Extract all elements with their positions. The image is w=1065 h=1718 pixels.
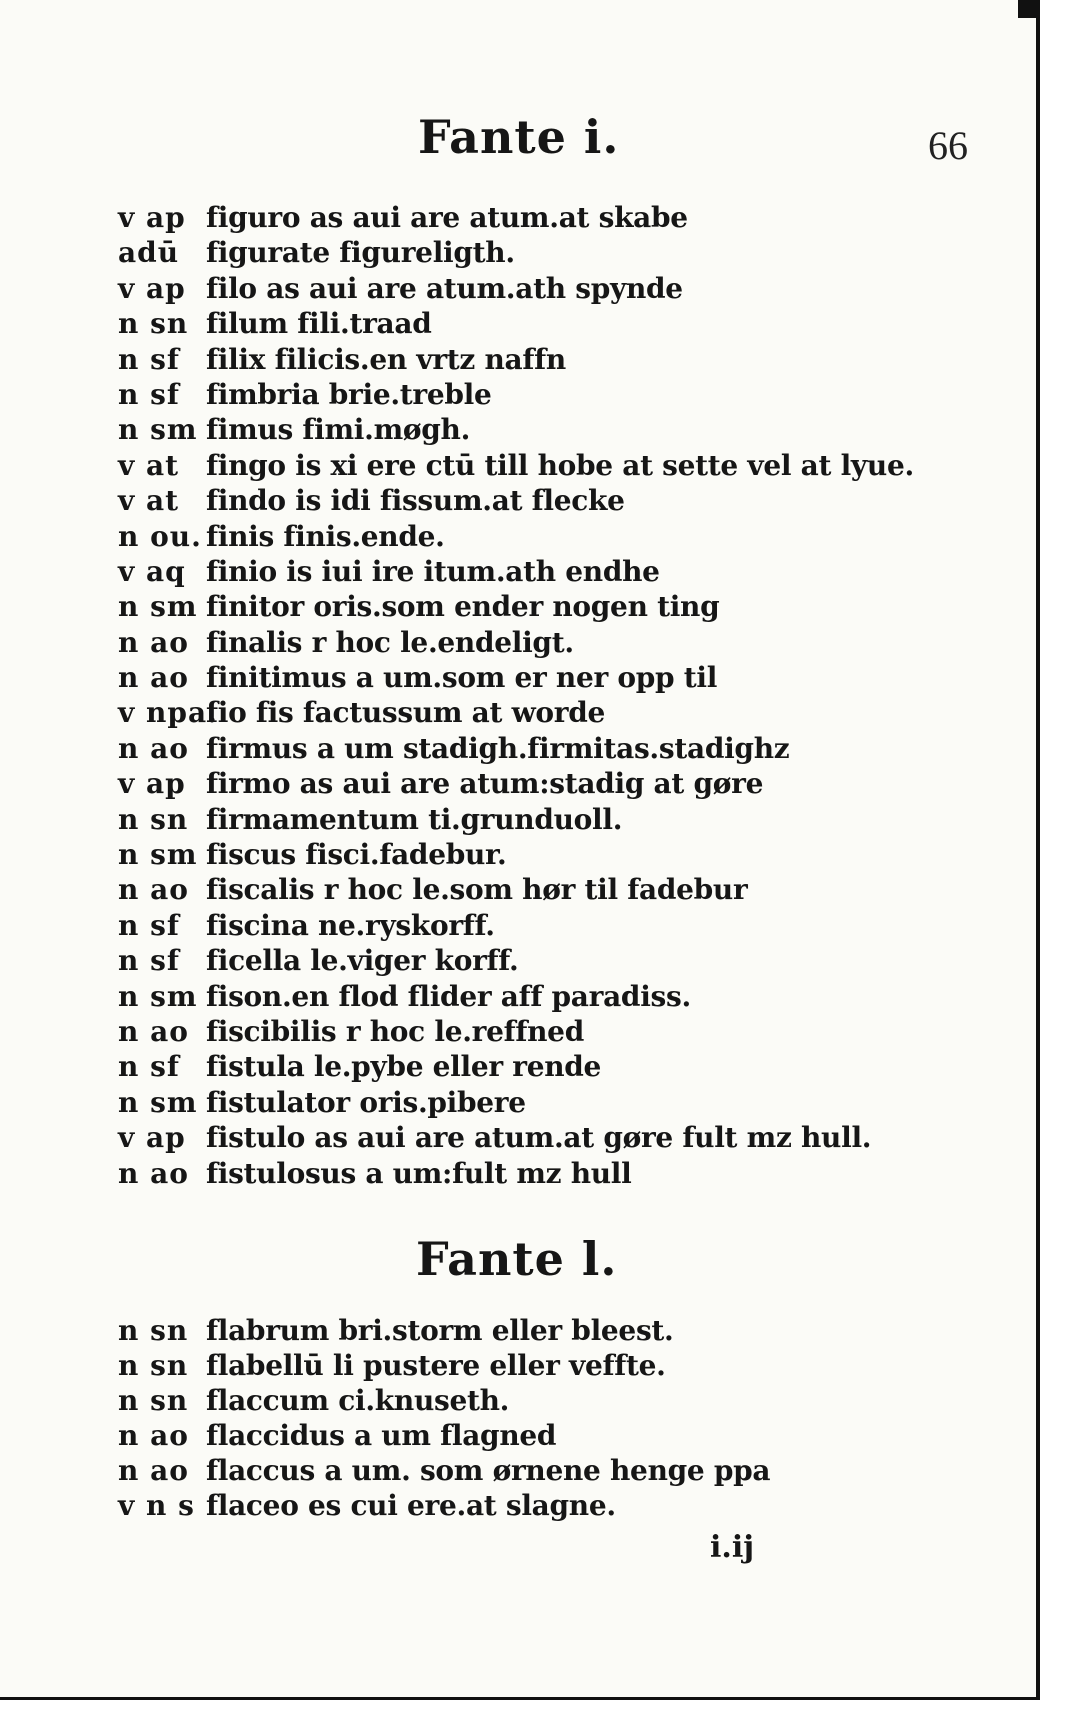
dictionary-entry: [118, 1453, 770, 1488]
entry-grammar: n sn: [118, 802, 189, 836]
entry-grammar: n sm: [118, 1085, 198, 1119]
dictionary-entry: [118, 1418, 770, 1453]
entry-grammar: v aq: [118, 554, 186, 588]
entry-grammar: n sf: [118, 377, 180, 411]
entry-grammar: n ou.: [118, 519, 202, 553]
section-heading-fante-i: Fante i.: [418, 110, 620, 164]
dictionary-entry: [118, 766, 914, 801]
entry-text: finalis r hoc le.endeligt.: [206, 625, 574, 659]
dictionary-entry: [118, 377, 914, 412]
entry-text: firmus a um stadigh.firmitas.stadighz: [206, 731, 790, 765]
dictionary-entry: [118, 837, 914, 872]
entry-grammar: n sf: [118, 908, 180, 942]
entry-grammar: n ao: [118, 1014, 189, 1048]
dictionary-entry: [118, 1014, 914, 1049]
entry-grammar: v npa.: [118, 696, 218, 730]
entry-grammar: n ao: [118, 1419, 189, 1452]
signature-mark: i.ij: [710, 1530, 755, 1565]
entry-text: fiscalis r hoc le.som hør til fadebur: [206, 873, 748, 907]
entry-grammar: n ao: [118, 731, 189, 765]
dictionary-entry: [118, 1120, 914, 1155]
dictionary-entry: [118, 412, 914, 447]
dictionary-entry: [118, 1383, 770, 1418]
entry-text: finitimus a um.som er ner opp til: [206, 661, 718, 695]
entry-text: figurate figureligth.: [206, 236, 515, 270]
entry-grammar: n sf: [118, 342, 180, 376]
dictionary-entry: [118, 554, 914, 589]
entry-text: flaccum ci.knuseth.: [206, 1384, 510, 1417]
entry-grammar: n sm: [118, 838, 198, 872]
dictionary-entry: [118, 979, 914, 1014]
dictionary-entry: [118, 731, 914, 766]
dictionary-entry: [118, 802, 914, 837]
entry-text: fistulosus a um:fult mz hull: [206, 1156, 632, 1190]
scan-corner-mark: [1018, 0, 1036, 18]
entry-grammar: n sn: [118, 1314, 189, 1347]
dictionary-entry: [118, 625, 914, 660]
entry-text: flaceo es cui ere.at slagne.: [206, 1489, 616, 1522]
entry-grammar: n ao: [118, 1454, 189, 1487]
dictionary-entry: [118, 943, 914, 978]
dictionary-entry: [118, 1085, 914, 1120]
dictionary-entry: [118, 483, 914, 518]
entry-text: figuro as aui are atum.at skabe: [206, 201, 688, 234]
entry-text: fistula le.pybe eller rende: [206, 1050, 602, 1084]
entry-text: filum fili.traad: [206, 307, 432, 341]
entry-text: findo is idi fissum.at flecke: [206, 484, 625, 518]
entry-text: filo as aui are atum.ath spynde: [206, 271, 683, 305]
entry-grammar: n sm: [118, 590, 198, 624]
dictionary-entry: [118, 1313, 770, 1348]
dictionary-entry: [118, 1156, 914, 1191]
entry-text: fio fis factussum at worde: [206, 696, 606, 730]
dictionary-entry: [118, 589, 914, 624]
dictionary-entry: [118, 271, 914, 306]
entry-text: fingo is xi ere ctū till hobe at sette vel at lyue.: [206, 448, 914, 482]
entry-text: flabellū li pustere eller veffte.: [206, 1349, 666, 1382]
entry-text: firmo as aui are atum:stadig at gøre: [206, 767, 764, 801]
entry-text: flaccidus a um flagned: [206, 1419, 557, 1452]
entry-text: fison.en flod flider aff paradiss.: [206, 979, 691, 1013]
entry-grammar: n sn: [118, 1349, 189, 1382]
entry-grammar: n ao: [118, 625, 189, 659]
entry-grammar: v ap: [118, 767, 186, 801]
entry-list-fante-i: [118, 200, 914, 1191]
entry-text: fimbria brie.treble: [206, 377, 492, 411]
dictionary-entry: [118, 1488, 770, 1523]
entry-text: fiscibilis r hoc le.reffned: [206, 1014, 584, 1048]
entry-text: flaccus a um. som ørnene henge ppa: [206, 1454, 771, 1487]
dictionary-entry: [118, 200, 914, 235]
section-heading-fante-l: Fante l.: [416, 1232, 618, 1286]
dictionary-entry: [118, 1348, 770, 1383]
entry-list-fante-l: [118, 1313, 770, 1523]
dictionary-entry: [118, 872, 914, 907]
entry-grammar: n ao: [118, 1156, 189, 1190]
dictionary-entry: [118, 306, 914, 341]
entry-text: fistulator oris.pibere: [206, 1085, 526, 1119]
dictionary-entry: [118, 235, 914, 270]
entry-text: firmamentum ti.grunduoll.: [206, 802, 623, 836]
entry-text: finio is iui ire itum.ath endhe: [206, 554, 660, 588]
entry-text: fistulo as aui are atum.at gøre fult mz hull.: [206, 1121, 872, 1155]
dictionary-entry: [118, 448, 914, 483]
entry-text: finis finis.ende.: [206, 519, 445, 553]
entry-grammar: adū: [118, 236, 180, 270]
entry-grammar: v at: [118, 448, 180, 482]
entry-grammar: n sf: [118, 1050, 180, 1084]
entry-text: finitor oris.som ender nogen ting: [206, 590, 720, 624]
entry-grammar: v at: [118, 484, 180, 518]
entry-grammar: n sm: [118, 979, 198, 1013]
entry-grammar: v ap: [118, 1121, 186, 1155]
entry-text: ficella le.viger korff.: [206, 944, 519, 978]
entry-text: fimus fimi.møgh.: [206, 413, 471, 447]
dictionary-entry: [118, 660, 914, 695]
entry-grammar: v ap: [118, 201, 186, 234]
entry-grammar: n ao: [118, 661, 189, 695]
entry-text: filix filicis.en vrtz naffn: [206, 342, 566, 376]
dictionary-entry: [118, 908, 914, 943]
entry-grammar: n sn: [118, 307, 189, 341]
entry-grammar: n sn: [118, 1384, 189, 1417]
entry-grammar: n sf: [118, 944, 180, 978]
entry-text: fiscus fisci.fadebur.: [206, 838, 507, 872]
entry-text: flabrum bri.storm eller bleest.: [206, 1314, 674, 1347]
dictionary-entry: [118, 1049, 914, 1084]
page-number: 66: [928, 123, 968, 168]
dictionary-entry: [118, 519, 914, 554]
entry-grammar: v ap: [118, 271, 186, 305]
dictionary-entry: [118, 695, 914, 730]
entry-grammar: n sm: [118, 413, 198, 447]
dictionary-entry: [118, 342, 914, 377]
entry-grammar: v n s: [118, 1489, 195, 1522]
entry-grammar: n ao: [118, 873, 189, 907]
entry-text: fiscina ne.ryskorff.: [206, 908, 495, 942]
